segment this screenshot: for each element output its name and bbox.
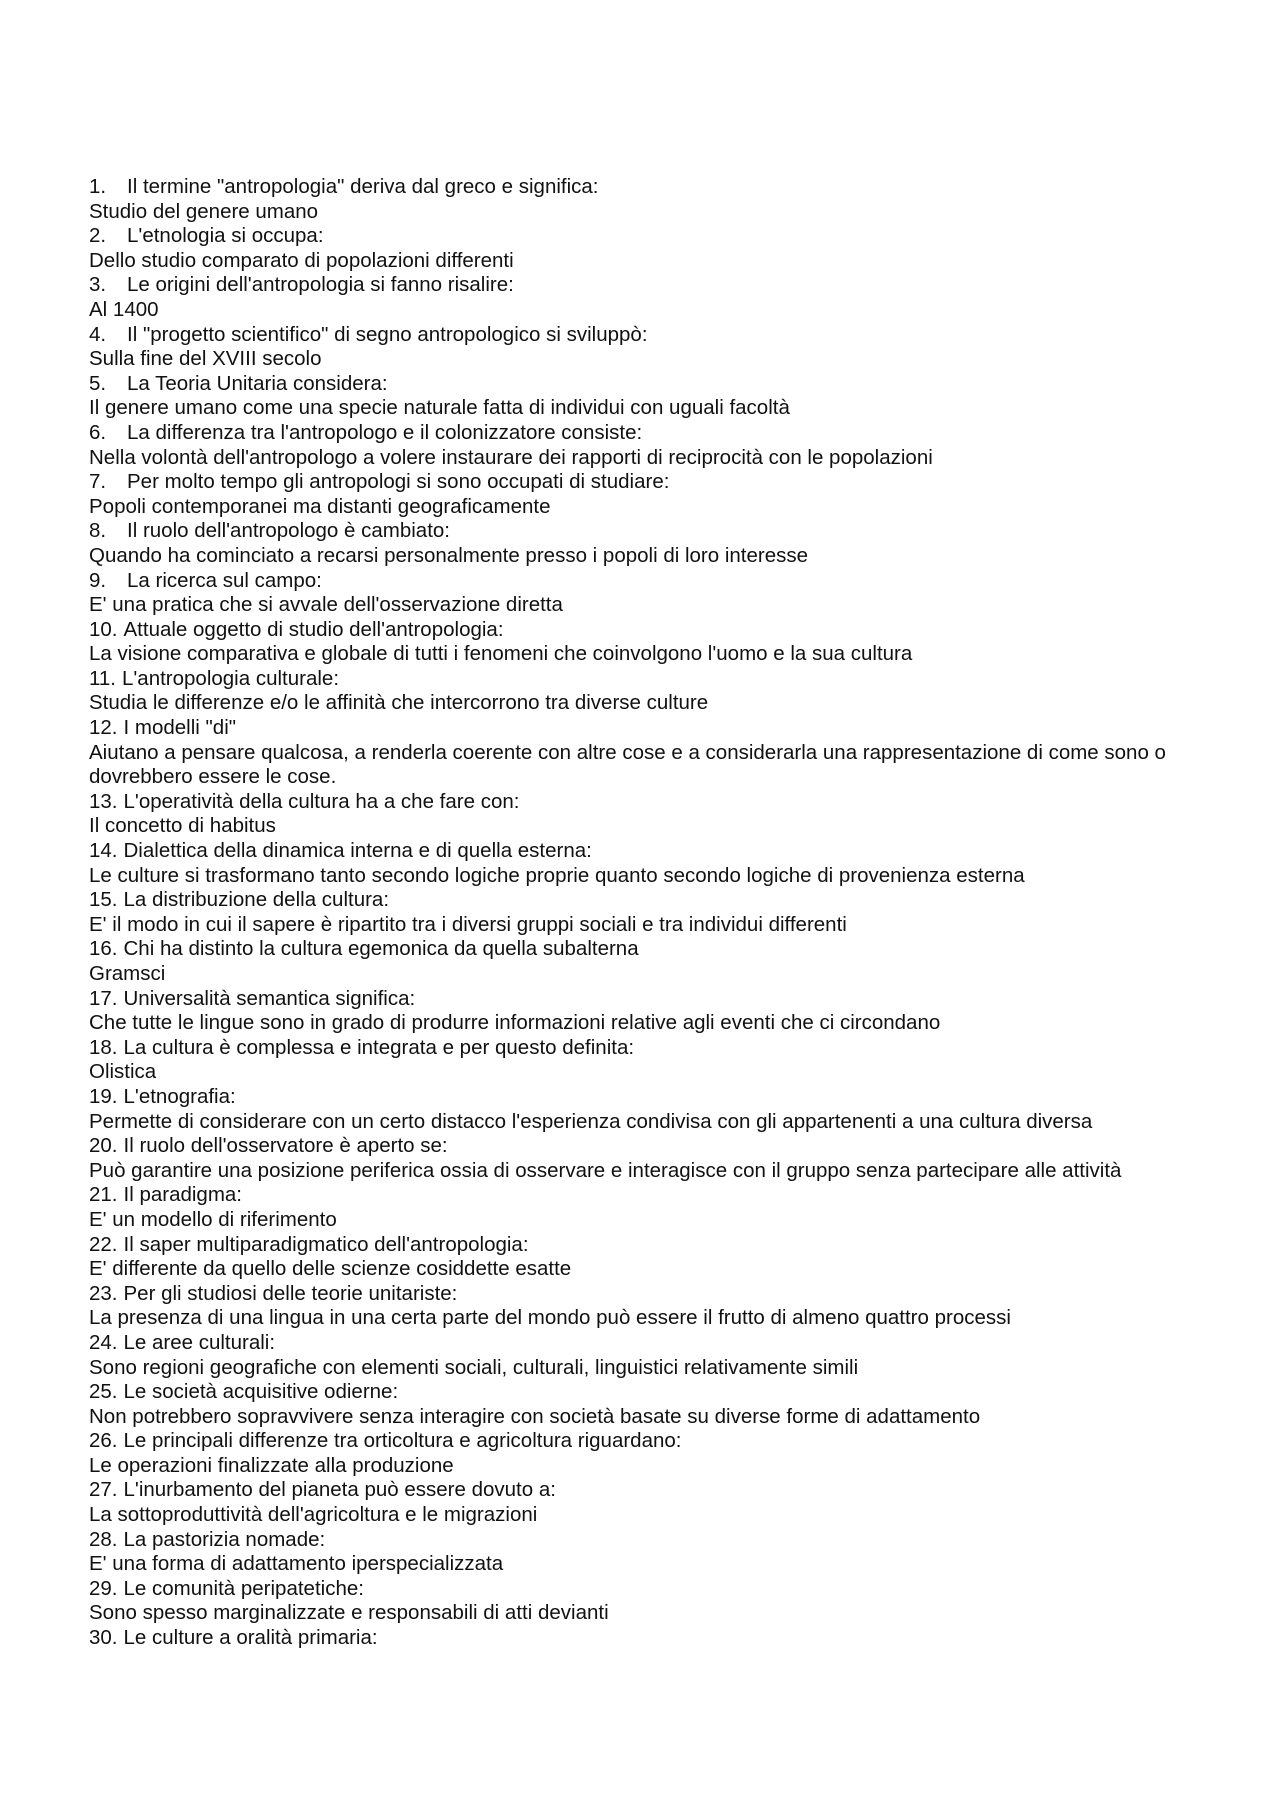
question-text: Attuale oggetto di studio dell'antropologia: — [123, 617, 504, 641]
question-text: Per molto tempo gli antropologi si sono occupati di studiare: — [127, 470, 670, 494]
question-number: 28. — [89, 1527, 118, 1551]
question-number: 6. — [89, 420, 107, 444]
answer-text: Popoli contemporanei ma distanti geograficamente — [89, 494, 551, 518]
question-number: 1. — [89, 175, 107, 198]
quiz-item — [89, 888, 1169, 937]
question-number: 24. — [89, 1330, 118, 1354]
question-line — [89, 790, 1169, 815]
quiz-list — [89, 175, 1169, 1651]
question-text: Le culture a oralità primaria: — [123, 1626, 378, 1650]
quiz-item — [89, 1233, 1169, 1282]
question-text: Universalità semantica significa: — [123, 986, 416, 1010]
answer-text: Nella volontà dell'antropologo a volere instaurare dei rapporti di reciprocità con le popolazioni — [89, 445, 933, 469]
question-number: 8. — [89, 519, 107, 543]
question-number: 22. — [89, 1232, 118, 1256]
quiz-item — [89, 175, 1169, 224]
answer-text: Al 1400 — [89, 297, 159, 321]
quiz-item — [89, 1183, 1169, 1232]
answer-text: E' una pratica che si avvale dell'osservazione diretta — [89, 593, 563, 617]
question-line — [89, 175, 1169, 200]
quiz-item — [89, 421, 1169, 470]
question-text: Le origini dell'antropologia si fanno risalire: — [127, 273, 514, 297]
answer-text: Olistica — [89, 1060, 157, 1084]
answer-text: Può garantire una posizione periferica ossia di osservare e interagisce con il gruppo senza partecipare alle attività — [89, 1158, 1122, 1182]
quiz-item — [89, 273, 1169, 322]
quiz-item — [89, 1036, 1169, 1085]
question-text: La distribuzione della cultura: — [123, 888, 390, 912]
quiz-item — [89, 1528, 1169, 1577]
question-number: 23. — [89, 1281, 118, 1305]
question-text: La pastorizia nomade: — [123, 1527, 326, 1551]
question-line — [89, 1233, 1169, 1258]
answer-text: Permette di considerare con un certo distacco l'esperienza condivisa con gli appartenenti a una cultura diversa — [89, 1109, 1093, 1133]
question-number: 4. — [89, 322, 107, 346]
answer-text: Sono regioni geografiche con elementi sociali, culturali, linguistici relativamente simili — [89, 1355, 859, 1379]
question-line — [89, 888, 1169, 913]
question-number: 3. — [89, 273, 107, 297]
question-number: 14. — [89, 839, 118, 863]
quiz-item — [89, 1478, 1169, 1527]
question-number: 20. — [89, 1134, 118, 1158]
quiz-item — [89, 372, 1169, 421]
answer-text: La sottoproduttività dell'agricoltura e le migrazioni — [89, 1503, 538, 1527]
question-text: La cultura è complessa e integrata e per questo definita: — [123, 1035, 635, 1059]
question-line — [89, 937, 1169, 962]
question-line — [89, 667, 1169, 692]
question-number: 7. — [89, 470, 107, 494]
quiz-item — [89, 716, 1169, 790]
question-line — [89, 618, 1169, 643]
question-line — [89, 273, 1169, 298]
question-line — [89, 1478, 1169, 1503]
question-line — [89, 1183, 1169, 1208]
question-text: L'inurbamento del pianeta può essere dovuto a: — [123, 1478, 556, 1502]
quiz-item — [89, 790, 1169, 839]
question-line — [89, 1528, 1169, 1553]
question-number: 27. — [89, 1478, 118, 1502]
question-number: 13. — [89, 789, 118, 813]
answer-text: E' una forma di adattamento iperspecializzata — [89, 1552, 504, 1576]
answer-text: Sulla fine del XVIII secolo — [89, 347, 322, 371]
question-line — [89, 1134, 1169, 1159]
question-number: 5. — [89, 371, 107, 395]
answer-text: Il genere umano come una specie naturale fatta di individui con uguali facoltà — [89, 396, 790, 420]
quiz-item — [89, 224, 1169, 273]
answer-text: Che tutte le lingue sono in grado di produrre informazioni relative agli eventi che ci circondano — [89, 1011, 941, 1035]
question-number: 18. — [89, 1035, 118, 1059]
question-line — [89, 987, 1169, 1012]
question-text: I modelli "di" — [123, 716, 237, 740]
quiz-item — [89, 839, 1169, 888]
answer-text: Dello studio comparato di popolazioni differenti — [89, 248, 514, 272]
question-text: Il saper multiparadigmatico dell'antropologia: — [123, 1232, 529, 1256]
quiz-item — [89, 667, 1169, 716]
quiz-item — [89, 1380, 1169, 1429]
question-number: 15. — [89, 888, 118, 912]
question-text: Il termine "antropologia" deriva dal greco e significa: — [127, 175, 599, 198]
quiz-item — [89, 618, 1169, 667]
question-line — [89, 1282, 1169, 1307]
question-line — [89, 1380, 1169, 1405]
question-line — [89, 1085, 1169, 1110]
question-text: Il paradigma: — [123, 1183, 243, 1207]
question-number: 9. — [89, 568, 107, 592]
quiz-item — [89, 470, 1169, 519]
question-text: Il ruolo dell'osservatore è aperto se: — [123, 1134, 448, 1158]
question-line — [89, 1577, 1169, 1602]
question-text: Le aree culturali: — [123, 1330, 276, 1354]
question-number: 17. — [89, 986, 118, 1010]
quiz-item — [89, 1085, 1169, 1134]
question-text: L'antropologia culturale: — [121, 666, 340, 690]
answer-text: La visione comparativa e globale di tutti i fenomeni che coinvolgono l'uomo e la sua cultura — [89, 642, 913, 666]
question-text: Il ruolo dell'antropologo è cambiato: — [127, 519, 451, 543]
answer-text: Quando ha cominciato a recarsi personalmente presso i popoli di loro interesse — [89, 543, 809, 567]
question-number: 16. — [89, 937, 118, 961]
answer-text: Le culture si trasformano tanto secondo logiche proprie quanto secondo logiche di provenienza esterna — [89, 863, 1025, 887]
quiz-item — [89, 987, 1169, 1036]
question-text: L'operatività della cultura ha a che fare con: — [123, 789, 520, 813]
question-text: L'etnologia si occupa: — [127, 224, 324, 248]
quiz-item — [89, 323, 1169, 372]
question-number: 26. — [89, 1429, 118, 1453]
question-line — [89, 716, 1169, 741]
quiz-item — [89, 519, 1169, 568]
question-number: 19. — [89, 1084, 118, 1108]
quiz-item — [89, 569, 1169, 618]
question-line — [89, 1036, 1169, 1061]
question-number: 30. — [89, 1626, 118, 1650]
question-line — [89, 372, 1169, 397]
question-line — [89, 519, 1169, 544]
question-line — [89, 839, 1169, 864]
question-text: La Teoria Unitaria considera: — [127, 371, 388, 395]
answer-text: Aiutano a pensare qualcosa, a renderla coerente con altre cose e a considerarla una rappresentazione di come sono o dovrebbero essere le cose. — [89, 740, 1166, 789]
question-text: Dialettica della dinamica interna e di quella esterna: — [123, 839, 592, 863]
answer-text: Gramsci — [89, 962, 166, 985]
question-text: La differenza tra l'antropologo e il colonizzatore consiste: — [127, 420, 643, 444]
question-line — [89, 1626, 1169, 1651]
quiz-item — [89, 1134, 1169, 1183]
question-text: Le comunità peripatetiche: — [123, 1576, 364, 1600]
answer-text: Non potrebbero sopravvivere senza interagire con società basate su diverse forme di adattamento — [89, 1404, 981, 1428]
question-text: Per gli studiosi delle teorie unitariste: — [123, 1281, 458, 1305]
answer-text: Il concetto di habitus — [89, 814, 276, 838]
question-line — [89, 224, 1169, 249]
question-line — [89, 1429, 1169, 1454]
quiz-item — [89, 937, 1169, 986]
question-number: 12. — [89, 716, 118, 740]
question-number: 10. — [89, 617, 118, 641]
question-number: 11. — [89, 666, 116, 690]
answer-text: E' il modo in cui il sapere è ripartito tra i diversi gruppi sociali e tra individui differenti — [89, 912, 847, 936]
answer-text: Le operazioni finalizzate alla produzione — [89, 1453, 454, 1477]
question-text: Le società acquisitive odierne: — [123, 1380, 399, 1404]
answer-text: Studio del genere umano — [89, 199, 319, 223]
question-line — [89, 569, 1169, 594]
quiz-item — [89, 1626, 1169, 1651]
quiz-item — [89, 1331, 1169, 1380]
question-text: L'etnografia: — [123, 1084, 236, 1108]
question-line — [89, 470, 1169, 495]
question-text: Il "progetto scientifico" di segno antropologico si sviluppò: — [127, 322, 648, 346]
answer-text: E' differente da quello delle scienze cosiddette esatte — [89, 1257, 572, 1281]
quiz-item — [89, 1282, 1169, 1331]
answer-text: E' un modello di riferimento — [89, 1207, 337, 1231]
quiz-item — [89, 1429, 1169, 1478]
question-line — [89, 323, 1169, 348]
question-number: 2. — [89, 224, 107, 248]
question-number: 21. — [89, 1183, 118, 1207]
question-text: Le principali differenze tra orticoltura e agricoltura riguardano: — [123, 1429, 682, 1453]
question-number: 29. — [89, 1576, 118, 1600]
answer-text: La presenza di una lingua in una certa parte del mondo può essere il frutto di almeno quattro processi — [89, 1306, 1011, 1330]
answer-text: Sono spesso marginalizzate e responsabili di atti devianti — [89, 1601, 609, 1625]
question-line — [89, 421, 1169, 446]
question-text: La ricerca sul campo: — [127, 568, 322, 592]
question-text: Chi ha distinto la cultura egemonica da quella subalterna — [123, 937, 639, 961]
question-line — [89, 1331, 1169, 1356]
answer-text: Studia le differenze e/o le affinità che intercorrono tra diverse culture — [89, 691, 709, 715]
quiz-item — [89, 1577, 1169, 1626]
question-number: 25. — [89, 1380, 118, 1404]
